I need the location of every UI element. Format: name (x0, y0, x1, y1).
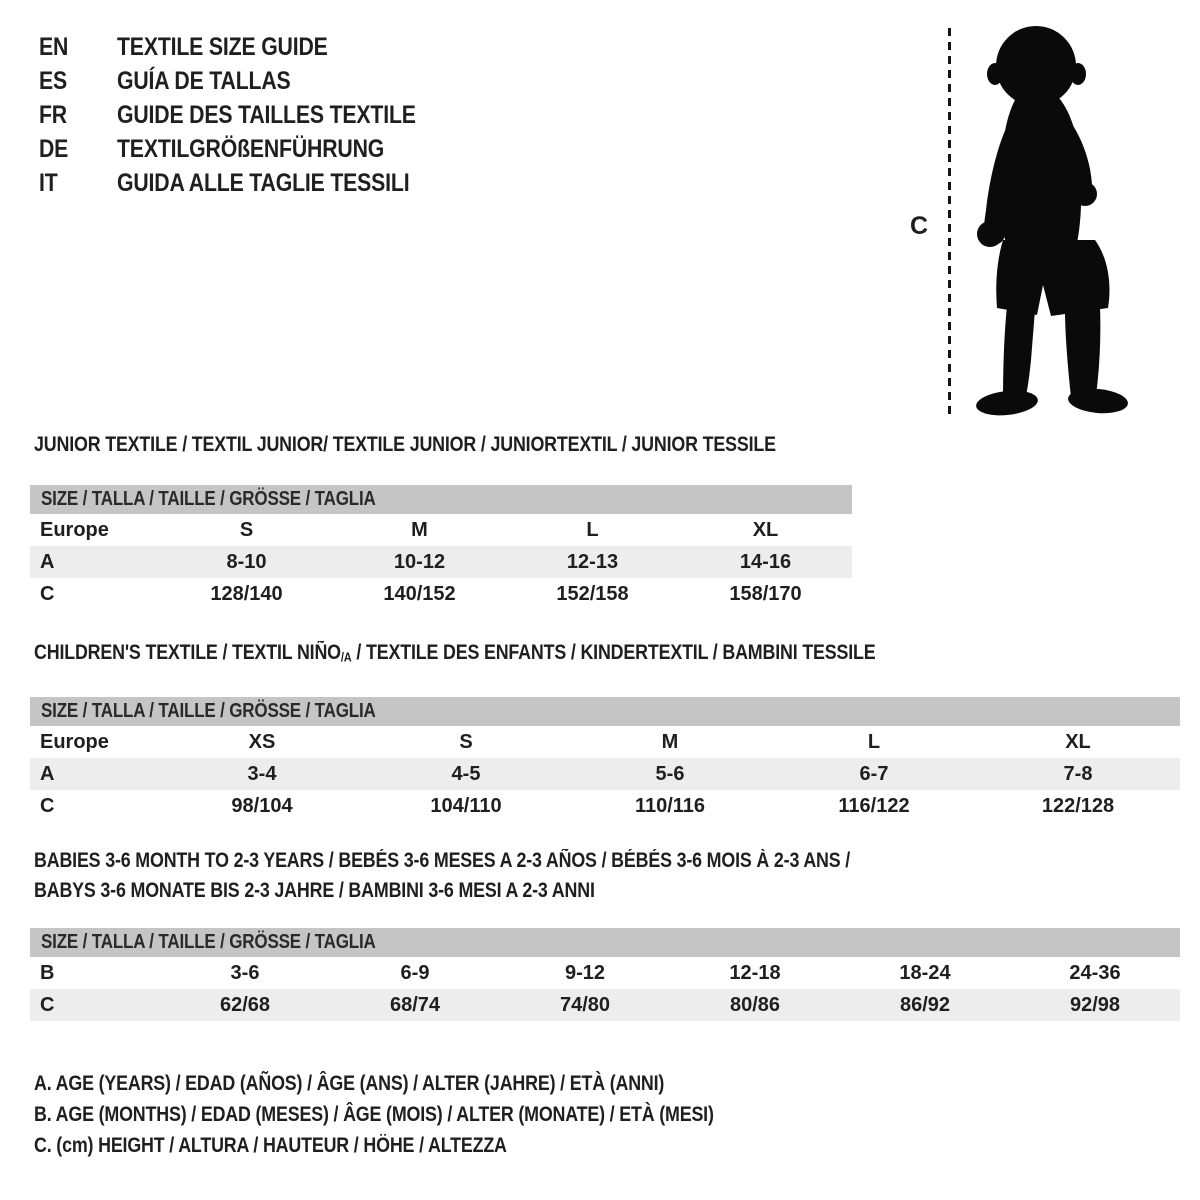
table-row (30, 957, 1180, 989)
size-cell: 92/98 (1010, 989, 1180, 1021)
size-cell: 122/128 (1041, 794, 1115, 817)
language-code (39, 135, 117, 164)
table-row (30, 726, 1180, 758)
size-cell: XL (1065, 730, 1091, 753)
language-row (39, 166, 469, 200)
language-code-text: DE (39, 134, 69, 163)
row-label-cell: C (40, 582, 55, 605)
size-cell: S (239, 518, 254, 541)
language-code-text: IT (39, 168, 58, 197)
language-label (117, 135, 431, 164)
height-measure-line (948, 28, 951, 418)
junior-title-text: JUNIOR TEXTILE / TEXTIL JUNIOR/ TEXTILE JUNIOR / JUNIORTEXTIL / JUNIOR TESSILE (34, 433, 776, 456)
size-cell: 68/74 (330, 989, 500, 1021)
children-size-table (30, 726, 1180, 822)
size-cell: XL (752, 518, 779, 541)
size-cell: 18-24 (899, 961, 951, 984)
size-cell: 116/122 (838, 794, 910, 817)
language-label-text: GUÍA DE TALLAS (117, 66, 291, 95)
size-cell: 5-6 (568, 758, 772, 790)
junior-section-title (34, 434, 852, 456)
size-cell: 6-9 (400, 961, 430, 984)
size-cell: 110/116 (634, 794, 706, 817)
legend (34, 1068, 834, 1161)
size-cell: 12-13 (506, 546, 679, 578)
legend-line-a (34, 1068, 834, 1099)
size-cell: 14-16 (679, 546, 852, 578)
table-row (30, 790, 1180, 822)
language-row (39, 30, 469, 64)
legend-line-b (34, 1099, 834, 1130)
language-label-text: GUIDE DES TAILLES TEXTILE (117, 100, 416, 129)
language-label-text: TEXTILE SIZE GUIDE (117, 32, 328, 61)
babies-size-table (30, 957, 1180, 1021)
size-cell: 12-18 (729, 961, 781, 984)
row-label-cell: A (30, 546, 160, 578)
size-cell: S (459, 730, 473, 753)
size-cell: 80/86 (670, 989, 840, 1021)
language-label (117, 67, 321, 96)
language-label (117, 101, 469, 130)
size-cell: 152/158 (556, 582, 629, 605)
children-title-text (34, 642, 876, 668)
size-header-bar (30, 697, 1180, 726)
size-cell: 4-5 (364, 758, 568, 790)
language-code (39, 101, 117, 130)
language-code-text: ES (39, 66, 68, 95)
language-label (117, 169, 461, 198)
size-cell: 7-8 (976, 758, 1180, 790)
row-label-cell: B (40, 961, 55, 984)
size-cell: 98/104 (231, 794, 293, 817)
row-label-cell: Europe (40, 730, 109, 753)
baby-silhouette-icon (958, 18, 1148, 420)
size-cell: 62/68 (160, 989, 330, 1021)
babies-section-title-line1 (34, 846, 1180, 876)
legend-text-b: B. AGE (MONTHS) / EDAD (MESES) / ÂGE (MOIS) / ALTER (MONATE) / ETÀ (MESI) (34, 1103, 714, 1126)
size-cell: 74/80 (500, 989, 670, 1021)
language-code (39, 169, 117, 198)
size-cell: 140/152 (383, 582, 456, 605)
language-label-text: TEXTILGRÖßENFÜHRUNG (117, 134, 385, 163)
legend-text-a: A. AGE (YEARS) / EDAD (AÑOS) / ÂGE (ANS) / ALTER (JAHRE) / ETÀ (ANNI) (34, 1072, 665, 1095)
height-label-c: C (910, 212, 929, 240)
size-cell: 8-10 (160, 546, 333, 578)
size-cell: XS (248, 730, 276, 753)
size-cell: 3-4 (160, 758, 364, 790)
language-code (39, 33, 117, 62)
size-cell: 104/110 (430, 794, 502, 817)
junior-section (30, 434, 852, 610)
table-row (30, 758, 1180, 790)
size-cell: 24-36 (1069, 961, 1121, 984)
junior-size-table (30, 514, 852, 610)
row-label-cell: C (30, 989, 160, 1021)
size-cell: 9-12 (564, 961, 606, 984)
size-cell: 3-6 (230, 961, 260, 984)
row-label-cell: A (30, 758, 160, 790)
babies-section (30, 846, 1180, 1021)
legend-line-c (34, 1130, 834, 1161)
language-code-text: FR (39, 100, 67, 129)
size-cell: 86/92 (840, 989, 1010, 1021)
language-list (39, 30, 469, 200)
size-cell: M (661, 730, 679, 753)
children-title-part1: CHILDREN'S TEXTILE / TEXTIL NIÑO (34, 641, 341, 664)
size-cell: 10-12 (333, 546, 506, 578)
row-label-cell: Europe (40, 518, 109, 541)
size-cell: 158/170 (729, 582, 802, 605)
children-title-sub: /A (340, 649, 352, 665)
table-row (30, 578, 852, 610)
size-cell: L (586, 518, 599, 541)
language-code-text: EN (39, 32, 69, 61)
babies-section-title-line2 (34, 876, 1180, 906)
size-header-text: SIZE / TALLA / TAILLE / GRÖSSE / TAGLIA (41, 931, 376, 953)
language-row (39, 132, 469, 166)
table-row (30, 546, 852, 578)
size-cell: M (411, 518, 428, 541)
babies-title-text-2: BABYS 3-6 MONATE BIS 2-3 JAHRE / BAMBINI 3-6 MESI A 2-3 ANNI (34, 879, 595, 902)
language-code (39, 67, 117, 96)
language-row (39, 64, 469, 98)
size-cell: 128/140 (210, 582, 283, 605)
size-header-bar (30, 485, 852, 514)
row-label-cell: C (40, 794, 55, 817)
language-label (117, 33, 365, 62)
size-cell: L (867, 730, 881, 753)
children-section (30, 642, 1180, 822)
children-title-part2: / TEXTILE DES ENFANTS / KINDERTEXTIL / BAMBINI TESSILE (351, 641, 876, 664)
size-cell: 6-7 (772, 758, 976, 790)
table-row (30, 514, 852, 546)
size-header-bar (30, 928, 1180, 957)
size-header-text: SIZE / TALLA / TAILLE / GRÖSSE / TAGLIA (41, 700, 376, 723)
size-header-text: SIZE / TALLA / TAILLE / GRÖSSE / TAGLIA (41, 488, 376, 510)
babies-title-text-1: BABIES 3-6 MONTH TO 2-3 YEARS / BEBÉS 3-6 MESES A 2-3 AÑOS / BÉBÉS 3-6 MOIS À 2-3 ANS / (34, 849, 851, 872)
language-row (39, 98, 469, 132)
table-row (30, 989, 1180, 1021)
language-label-text: GUIDA ALLE TAGLIE TESSILI (117, 168, 410, 197)
children-section-title (34, 642, 1180, 668)
legend-text-c: C. (cm) HEIGHT / ALTURA / HAUTEUR / HÖHE / ALTEZZA (34, 1134, 507, 1157)
